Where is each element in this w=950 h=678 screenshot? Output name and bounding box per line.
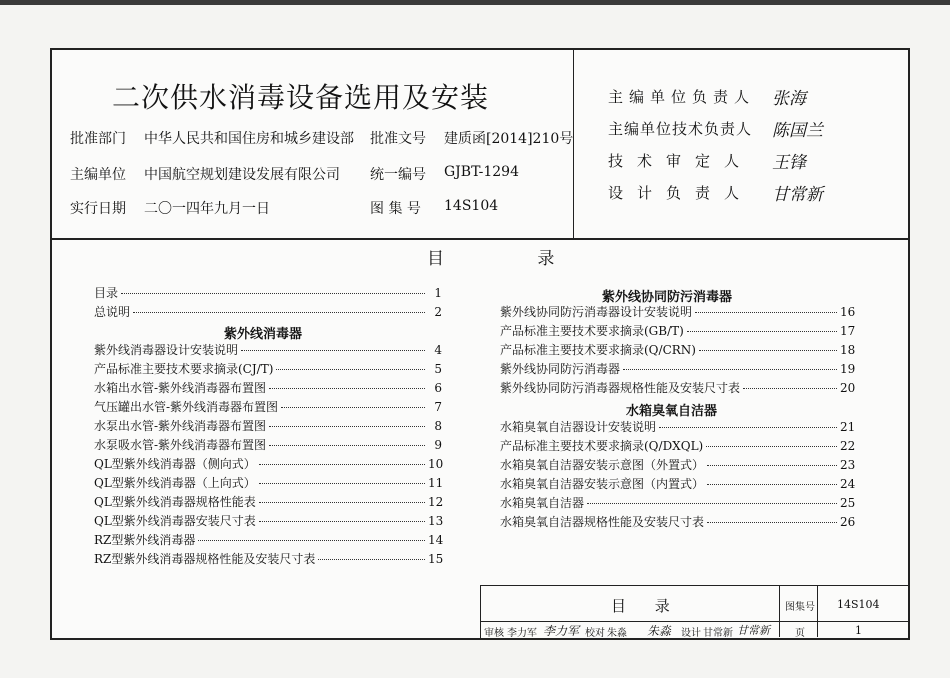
toc-entry[interactable]: 水箱臭氧自洁器设计安装说明 21	[500, 420, 856, 434]
atlas-title: 二次供水消毒设备选用及安装	[112, 81, 490, 114]
checker-name: 朱淼	[607, 628, 627, 639]
toc-entry[interactable]: RZ型紫外线消毒器规格性能及安装尺寸表 15	[94, 552, 444, 566]
toc-entry[interactable]: 紫外线消毒器设计安装说明 4	[94, 343, 442, 357]
responsible-role: 主编单位负责人	[608, 88, 756, 106]
toc-entry[interactable]: 水泵出水管-紫外线消毒器布置图 8	[94, 419, 442, 433]
designer-signature: 甘常新	[737, 624, 770, 637]
toc-entry[interactable]: 产品标准主要技术要求摘录(GB/T) 17	[500, 324, 856, 338]
page-label: 页	[795, 628, 805, 639]
toc-section-heading: 紫外线协同防污消毒器	[602, 290, 733, 305]
responsible-role: 设计负责人	[608, 184, 754, 202]
toc-entry[interactable]: 水箱臭氧自洁器安装示意图（内置式） 24	[500, 477, 856, 491]
toc-entry[interactable]: 水箱臭氧自洁器安装示意图（外置式） 23	[500, 458, 856, 472]
toc-entry[interactable]: 目录 1	[94, 286, 442, 300]
toc-title: 目 录	[427, 249, 599, 269]
approval-dept-label: 批准部门	[70, 131, 126, 147]
toc-entry[interactable]: 气压罐出水管-紫外线消毒器布置图 7	[94, 400, 442, 414]
toc-entry[interactable]: 水泵吸水管-紫外线消毒器布置图 9	[94, 438, 442, 452]
responsible-role: 主编单位技术负责人	[608, 120, 753, 138]
toc-entry[interactable]: 紫外线协同防污消毒器规格性能及安装尺寸表 20	[500, 381, 856, 395]
effective-date-label: 实行日期	[70, 201, 126, 217]
designer-name: 甘常新	[703, 628, 733, 639]
drawing-sheet	[50, 48, 910, 640]
toc-entry[interactable]: 产品标准主要技术要求摘录(Q/CRN) 18	[500, 343, 856, 357]
toc-entry[interactable]: RZ型紫外线消毒器 14	[94, 533, 444, 547]
responsible-signature: 陈国兰	[772, 121, 823, 141]
toc-entry[interactable]: 总说明 2	[94, 305, 442, 319]
title-block-atlas-label: 图集号	[785, 602, 815, 613]
responsible-role: 技术审定人	[608, 152, 754, 170]
page-number: 1	[855, 624, 862, 637]
editor-unit: 中国航空规划建设发展有限公司	[144, 167, 340, 183]
toc-entry[interactable]: 产品标准主要技术要求摘录(Q/DXQL) 22	[500, 439, 856, 453]
approval-dept: 中华人民共和国住房和城乡建设部	[144, 131, 354, 147]
approval-doc-label: 批准文号	[370, 131, 426, 147]
effective-date: 二〇一四年九月一日	[144, 201, 270, 217]
unified-no-label: 统一编号	[370, 167, 426, 183]
toc-entry[interactable]: 产品标准主要技术要求摘录(CJ/T) 5	[94, 362, 442, 376]
atlas-no-label: 图 集 号	[370, 201, 421, 217]
toc-entry[interactable]: 水箱臭氧自洁器规格性能及安装尺寸表 26	[500, 515, 856, 529]
approval-doc: 建质函[2014]210号	[444, 131, 574, 147]
toc-section-heading: 紫外线消毒器	[224, 327, 303, 342]
unified-no: GJBT-1294	[444, 164, 519, 180]
toc-entry[interactable]: QL型紫外线消毒器（上向式） 11	[94, 476, 444, 490]
title-block-divider	[817, 586, 818, 637]
toc-entry[interactable]: 水箱出水管-紫外线消毒器布置图 6	[94, 381, 442, 395]
review-label: 审核	[484, 628, 504, 639]
responsible-signature: 甘常新	[772, 185, 823, 205]
toc-entry[interactable]: 紫外线协同防污消毒器设计安装说明 16	[500, 305, 856, 319]
top-border-bar	[0, 0, 950, 5]
title-block-atlas-no: 14S104	[837, 598, 880, 611]
editor-unit-label: 主编单位	[70, 167, 126, 183]
toc-entry[interactable]: QL型紫外线消毒器安装尺寸表 13	[94, 514, 444, 528]
title-block-divider	[779, 586, 780, 637]
toc-section-heading: 水箱臭氧自洁器	[626, 404, 718, 419]
atlas-no: 14S104	[444, 198, 499, 214]
toc-entry[interactable]: 紫外线协同防污消毒器 19	[500, 362, 856, 376]
toc-entry[interactable]: QL型紫外线消毒器规格性能表 12	[94, 495, 444, 509]
toc-entry[interactable]: 水箱臭氧自洁器 25	[500, 496, 856, 510]
responsible-signature: 张海	[772, 89, 806, 109]
reviewer-signature: 李力军	[543, 624, 580, 638]
reviewer-name: 李力军	[507, 628, 537, 639]
toc-entry[interactable]: QL型紫外线消毒器（侧向式） 10	[94, 457, 444, 471]
title-block	[480, 585, 908, 638]
design-label: 设计	[681, 628, 701, 639]
title-block-title: 目 录	[611, 597, 682, 615]
header-divider	[52, 238, 908, 240]
responsible-signature: 王锋	[772, 153, 806, 173]
check-label: 校对	[585, 628, 605, 639]
checker-signature: 朱淼	[647, 624, 672, 638]
